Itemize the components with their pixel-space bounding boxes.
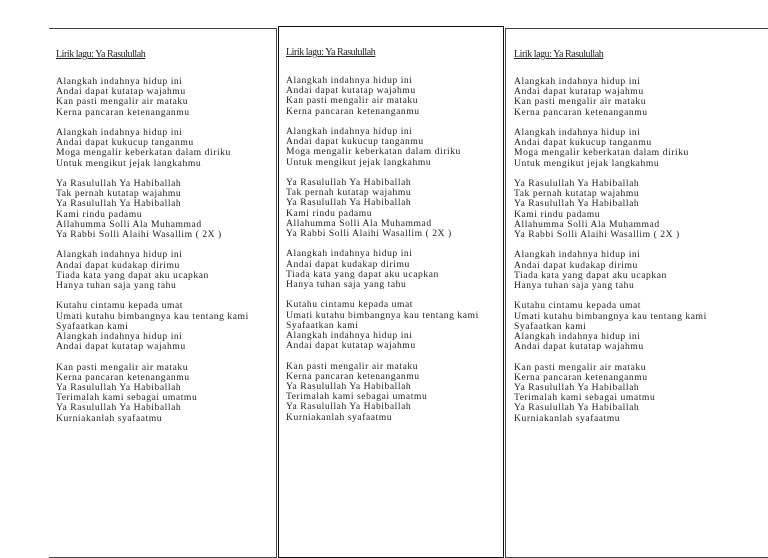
lyric-line: Kami rindu padamu xyxy=(286,207,373,219)
lyric-line: Ya Rasulullah Ya Habiballah xyxy=(56,178,182,189)
lyric-line: Andai dapat kutatap wajahmu xyxy=(56,341,186,353)
lyric-line: Andai dapat kudakap dirimu xyxy=(514,259,638,271)
lyric-line: Ya Rasulullah Ya Habiballah xyxy=(56,382,182,394)
stanza xyxy=(56,179,249,240)
lyric-line: Umati kutahu bimbangnya kau tentang kami xyxy=(514,310,707,322)
lyric-line: Kerna pancaran ketenanganmu xyxy=(286,370,420,382)
stanza xyxy=(56,250,249,291)
lyric-line: Alangkah indahnya hidup ini xyxy=(286,75,413,86)
lyric-line: Andai dapat kutatap wajahmu xyxy=(514,86,644,98)
song-title: Lirik lagu: Ya Rasulullah xyxy=(514,49,604,60)
lyric-line: Andai dapat kutatap wajahmu xyxy=(514,341,644,353)
lyric-line: Tak pernah kutatap wajahmu xyxy=(286,187,412,199)
lyric-line: Andai dapat kudakap dirimu xyxy=(56,259,180,271)
stanza xyxy=(514,128,707,169)
stanza xyxy=(286,362,479,423)
lyric-line: Alangkah indahnya hidup ini xyxy=(56,331,183,343)
lyric-line: Syafaatkan kami xyxy=(514,320,587,332)
lyric-line: Kerna pancaran ketenanganmu xyxy=(286,105,420,117)
lyric-line: Alangkah indahnya hidup ini xyxy=(286,248,413,260)
stanza xyxy=(514,250,707,291)
lyric-line: Kan pasti mengalir air mataku xyxy=(514,361,647,373)
lyric-line: Alangkah indahnya hidup ini xyxy=(514,249,641,261)
lyric-line: Moga mengalir keberkatan dalam diriku xyxy=(286,146,461,158)
lyric-line: Andai dapat kutatap wajahmu xyxy=(286,340,416,352)
lyric-line: Ya Rasulullah Ya Habiballah xyxy=(514,382,640,394)
stanza xyxy=(56,128,249,169)
stanza xyxy=(286,249,479,290)
lyric-line: Andai dapat kukucup tanganmu xyxy=(56,137,194,149)
lyric-line: Kan pasti mengalir air mataku xyxy=(286,95,419,107)
stanza xyxy=(286,300,479,351)
lyric-line: Allahumma Solli Ala Muhammad xyxy=(56,218,202,230)
lyric-line: Ya Rasulullah Ya Habiballah xyxy=(56,198,182,210)
lyric-line: Kami rindu padamu xyxy=(56,208,143,220)
lyric-line: Ya Rasulullah Ya Habiballah xyxy=(286,381,412,393)
lyric-line: Terimalah kami sebagai umatmu xyxy=(56,392,198,404)
lyric-line: Tak pernah kutatap wajahmu xyxy=(56,188,182,200)
lyric-line: Tiada kata yang dapat aku ucapkan xyxy=(514,269,667,281)
lyric-line: Ya Rasulullah Ya Habiballah xyxy=(286,197,412,209)
lyric-line: Kan pasti mengalir air mataku xyxy=(56,96,189,108)
stanza xyxy=(514,179,707,240)
lyric-line: Hanya tuhan saja yang tahu xyxy=(56,280,177,292)
stanza xyxy=(514,363,707,424)
stanza xyxy=(56,301,249,352)
lyric-line: Moga mengalir keberkatan dalam diriku xyxy=(514,147,689,159)
lyric-line: Alangkah indahnya hidup ini xyxy=(514,331,641,343)
lyric-line: Alangkah indahnya hidup ini xyxy=(514,76,641,87)
lyric-line: Ya Rasulullah Ya Habiballah xyxy=(56,402,182,414)
lyric-line: Alangkah indahnya hidup ini xyxy=(514,127,641,138)
lyric-line: Kutahu cintamu kepada umat xyxy=(514,300,641,312)
lyric-line: Syafaatkan kami xyxy=(286,319,359,331)
lyric-line: Untuk mengikut jejak langkahmu xyxy=(56,157,202,169)
lyric-line: Alangkah indahnya hidup ini xyxy=(56,127,183,138)
stanza xyxy=(286,76,479,117)
lyric-line: Tiada kata yang dapat aku ucapkan xyxy=(56,269,209,281)
lyric-line: Untuk mengikut jejak langkahmu xyxy=(514,157,660,169)
lyrics-panel-right xyxy=(505,28,768,558)
lyric-line: Ya Rabbi Solli Alaihi Wasallim ( 2X ) xyxy=(286,228,452,240)
lyric-line: Moga mengalir keberkatan dalam diriku xyxy=(56,147,231,159)
lyric-line: Ya Rasulullah Ya Habiballah xyxy=(286,401,412,413)
lyric-line: Kurniakanlah syafaatmu xyxy=(514,412,621,424)
stanza xyxy=(56,77,249,118)
lyric-line: Kan pasti mengalir air mataku xyxy=(56,361,189,373)
lyric-line: Kutahu cintamu kepada umat xyxy=(56,300,183,312)
lyrics-panel-middle xyxy=(278,26,504,558)
lyric-line: Umati kutahu bimbangnya kau tentang kami xyxy=(56,310,249,322)
lyric-line: Andai dapat kutatap wajahmu xyxy=(286,85,416,97)
lyric-line: Ya Rasulullah Ya Habiballah xyxy=(286,177,412,188)
lyric-line: Ya Rasulullah Ya Habiballah xyxy=(514,198,640,210)
lyric-line: Kurniakanlah syafaatmu xyxy=(56,412,163,424)
stanza xyxy=(286,178,479,239)
lyrics-body xyxy=(514,77,707,434)
lyric-line: Untuk mengikut jejak langkahmu xyxy=(286,156,432,168)
lyric-line: Kerna pancaran ketenanganmu xyxy=(514,371,648,383)
lyric-line: Terimalah kami sebagai umatmu xyxy=(514,392,656,404)
lyrics-body xyxy=(56,77,249,434)
lyric-line: Kutahu cintamu kepada umat xyxy=(286,299,413,311)
lyric-line: Alangkah indahnya hidup ini xyxy=(56,249,183,261)
lyric-line: Terimalah kami sebagai umatmu xyxy=(286,391,428,403)
lyric-line: Hanya tuhan saja yang tahu xyxy=(286,279,407,291)
lyric-line: Allahumma Solli Ala Muhammad xyxy=(286,217,432,229)
stanza xyxy=(514,301,707,352)
lyric-line: Andai dapat kudakap dirimu xyxy=(286,258,410,270)
lyric-line: Andai dapat kukucup tanganmu xyxy=(286,136,424,148)
lyric-line: Kan pasti mengalir air mataku xyxy=(514,96,647,108)
lyric-line: Kerna pancaran ketenanganmu xyxy=(56,106,190,118)
lyric-line: Alangkah indahnya hidup ini xyxy=(286,126,413,137)
lyric-line: Allahumma Solli Ala Muhammad xyxy=(514,218,660,230)
lyric-line: Ya Rabbi Solli Alaihi Wasallim ( 2X ) xyxy=(56,229,222,241)
lyric-line: Syafaatkan kami xyxy=(56,320,129,332)
lyric-line: Alangkah indahnya hidup ini xyxy=(56,76,183,87)
lyric-line: Tak pernah kutatap wajahmu xyxy=(514,188,640,200)
song-title: Lirik lagu: Ya Rasulullah xyxy=(56,49,146,60)
lyric-line: Andai dapat kutatap wajahmu xyxy=(56,86,186,98)
stanza xyxy=(56,363,249,424)
lyric-line: Ya Rabbi Solli Alaihi Wasallim ( 2X ) xyxy=(514,229,680,241)
stanza xyxy=(286,127,479,168)
lyric-line: Kan pasti mengalir air mataku xyxy=(286,360,419,372)
lyric-line: Hanya tuhan saja yang tahu xyxy=(514,280,635,292)
lyrics-body xyxy=(286,76,479,433)
lyric-line: Kurniakanlah syafaatmu xyxy=(286,411,393,423)
lyric-line: Umati kutahu bimbangnya kau tentang kami xyxy=(286,309,479,321)
lyric-line: Kerna pancaran ketenanganmu xyxy=(514,106,648,118)
lyric-line: Ya Rasulullah Ya Habiballah xyxy=(514,402,640,414)
lyric-line: Tiada kata yang dapat aku ucapkan xyxy=(286,268,439,280)
lyrics-panel-left xyxy=(49,28,277,558)
stanza xyxy=(514,77,707,118)
lyric-line: Andai dapat kukucup tanganmu xyxy=(514,137,652,149)
lyric-line: Kami rindu padamu xyxy=(514,208,601,220)
lyric-line: Alangkah indahnya hidup ini xyxy=(286,330,413,342)
lyric-line: Kerna pancaran ketenanganmu xyxy=(56,371,190,383)
lyric-line: Ya Rasulullah Ya Habiballah xyxy=(514,178,640,189)
song-title: Lirik lagu: Ya Rasulullah xyxy=(286,47,376,58)
